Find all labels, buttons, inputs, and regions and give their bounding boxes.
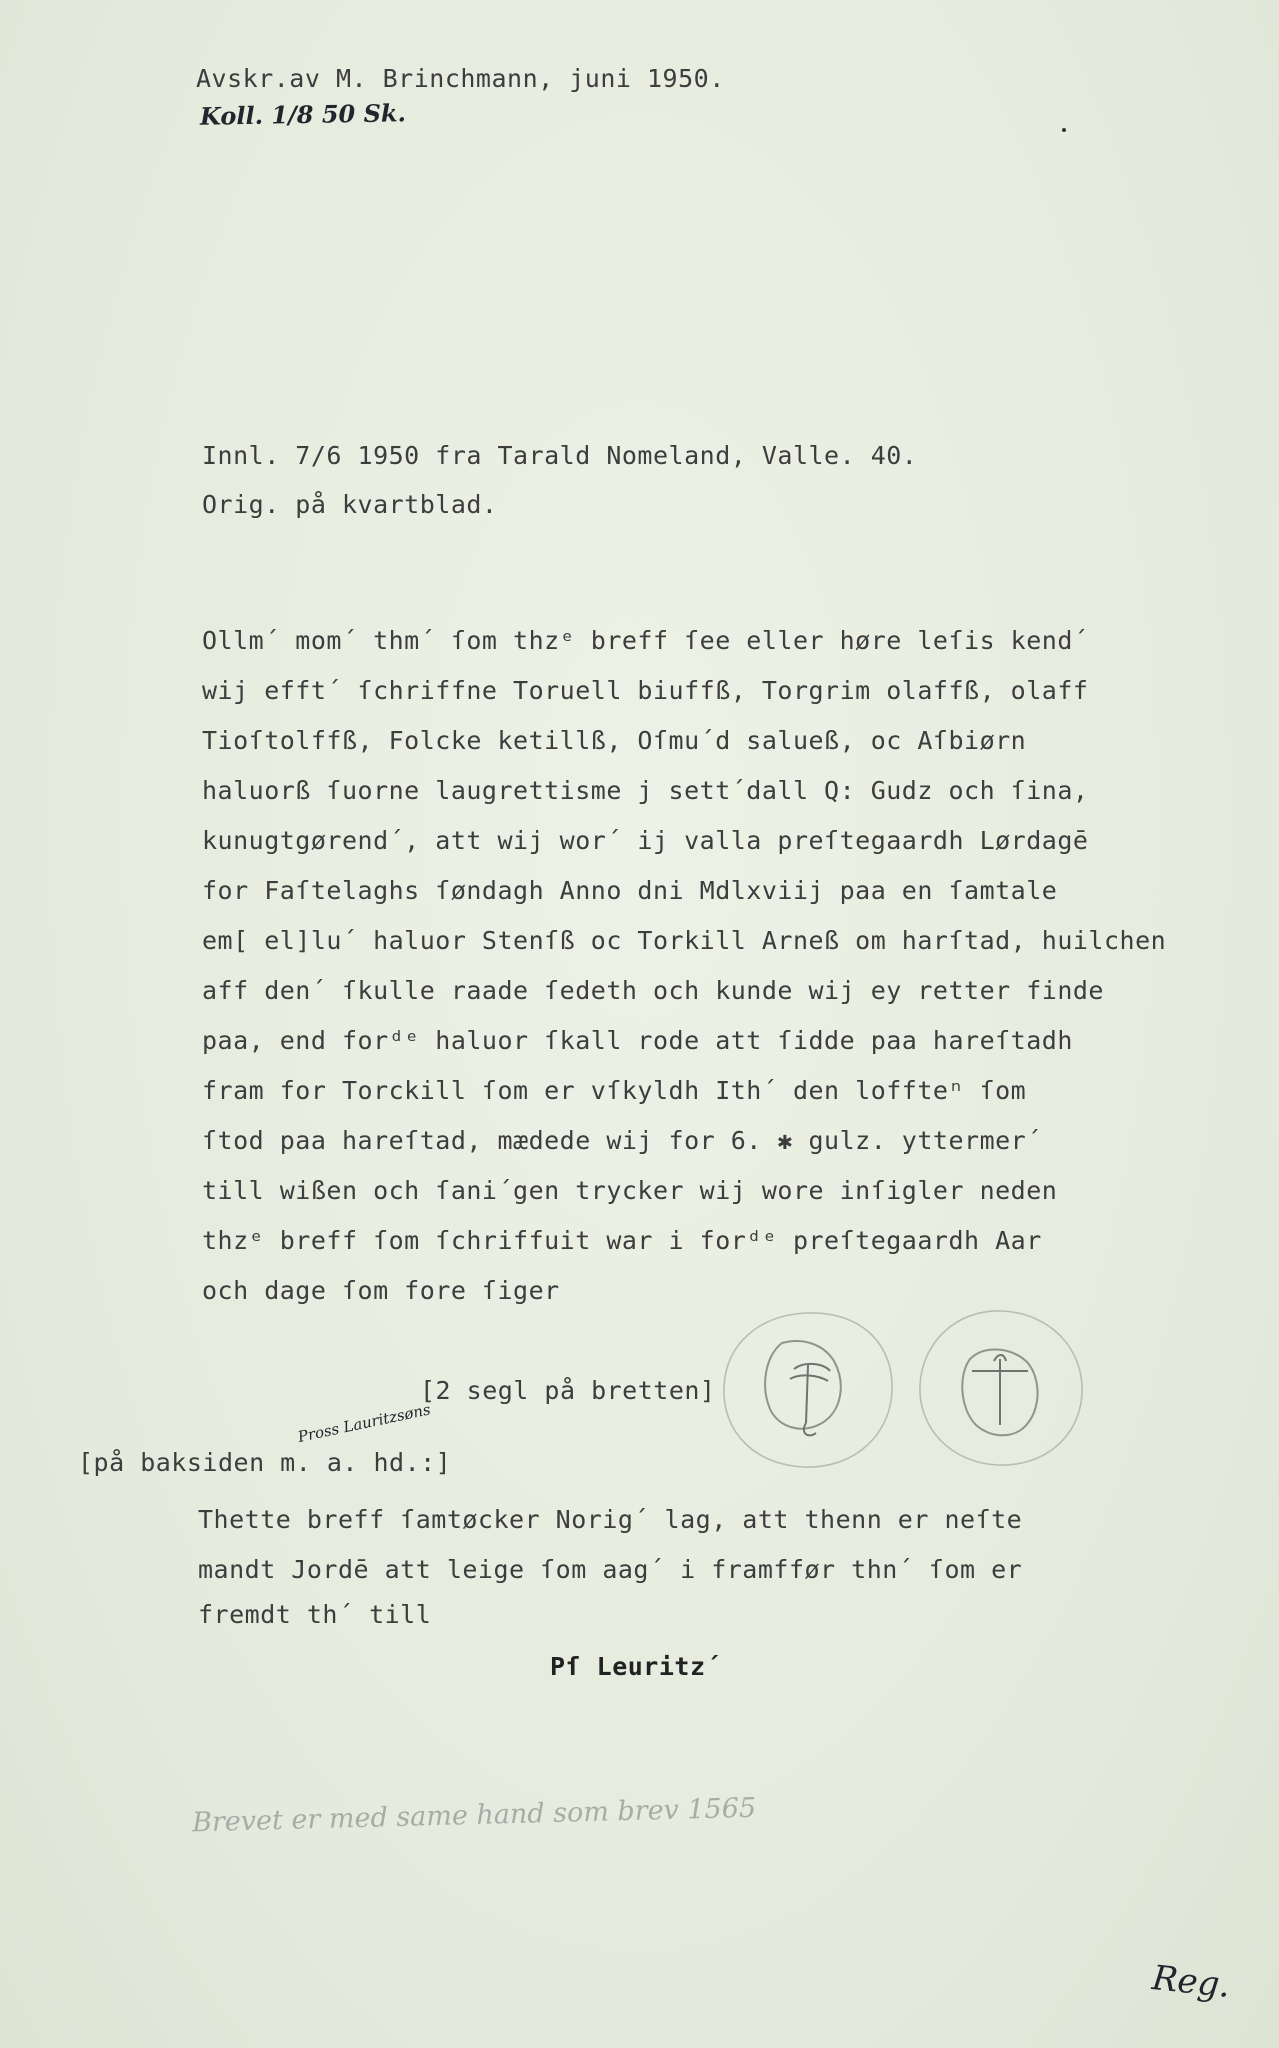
body-line-6: for Faſtelaghs ſøndagh Anno dni Mdlxviij paa en ſamtale xyxy=(202,876,1058,905)
seal-right-icon xyxy=(910,1305,1090,1475)
collation-note: Koll. 1/8 50 Sk. xyxy=(199,98,407,131)
back-line-3: fremdt th´ till xyxy=(198,1600,432,1629)
back-side-insert: Pross Lauritzsøns xyxy=(296,1400,433,1446)
body-line-3: Tioſtolffß, Folcke ketillß, Oſmu´d saluеß, oc Aſbiørn xyxy=(202,726,1027,755)
body-line-2: wij efft´ ſchriffne Toruell biuffß, Torgrim olaffß, olaff xyxy=(202,676,1089,705)
body-line-8: aff den´ ſkulle raade ſedeth och kunde wij ey retter finde xyxy=(202,976,1104,1005)
back-side-label: [på baksiden m. a. hd.:] xyxy=(78,1448,452,1477)
corner-note: Reg. xyxy=(1150,1958,1233,2006)
seal-note: [2 segl på bretten] xyxy=(420,1376,716,1405)
seal-left-icon xyxy=(712,1305,902,1475)
body-line-1: Ollm´ mom´ thm´ ſom thzᵉ breff ſee eller høre leſis kend´ xyxy=(202,626,1089,655)
body-line-4: haluorß ſuorne laugrettisme j sett´dall Q: Gudz och ſina, xyxy=(202,776,1089,805)
body-line-13: thzᵉ breff ſom ſchriffuit war i forᵈᵉ preſtegaardh Aar xyxy=(202,1226,1042,1255)
pencil-note: Brevet er med same hand som brev 1565 xyxy=(191,1792,757,1839)
body-line-7: em[ el]lu´ haluor Stenſß oc Torkill Arneß om harſtad, huilchen xyxy=(202,926,1167,955)
body-line-11: ſtod paa hareſtad, mædede wij for 6. ✱ gulz. yttermer´ xyxy=(202,1126,1042,1155)
body-line-5: kunugtgørend´, att wij wor´ ij valla preſtegaardh Lørdagē xyxy=(202,826,1089,855)
back-line-1: Thette breff ſamtøcker Norig´ lag, att thenn er neſte xyxy=(198,1505,1023,1534)
body-line-9: paa, end forᵈᵉ haluor ſkall rode att ſidde paa hareſtadh xyxy=(202,1026,1073,1055)
transcription-header: Avskr.av M. Brinchmann, juni 1950. xyxy=(196,64,725,93)
signature: Pſ Leuritz´ xyxy=(550,1652,722,1681)
back-line-2: mandt Jordē att leige ſom aag´ i framffør thn´ ſom er xyxy=(198,1555,1023,1584)
ink-dot xyxy=(1062,128,1066,132)
received-line: Innl. 7/6 1950 fra Tarald Nomeland, Valle. 40. xyxy=(202,441,918,470)
body-line-14: och dage ſom fore ſiger xyxy=(202,1276,560,1305)
original-format-line: Orig. på kvartblad. xyxy=(202,490,498,519)
body-line-10: fram for Torckill ſom er vſkyldh Ith´ den loffteⁿ ſom xyxy=(202,1076,1027,1105)
body-line-12: till wißen och ſani´gen trycker wij wore inſigler neden xyxy=(202,1176,1058,1205)
